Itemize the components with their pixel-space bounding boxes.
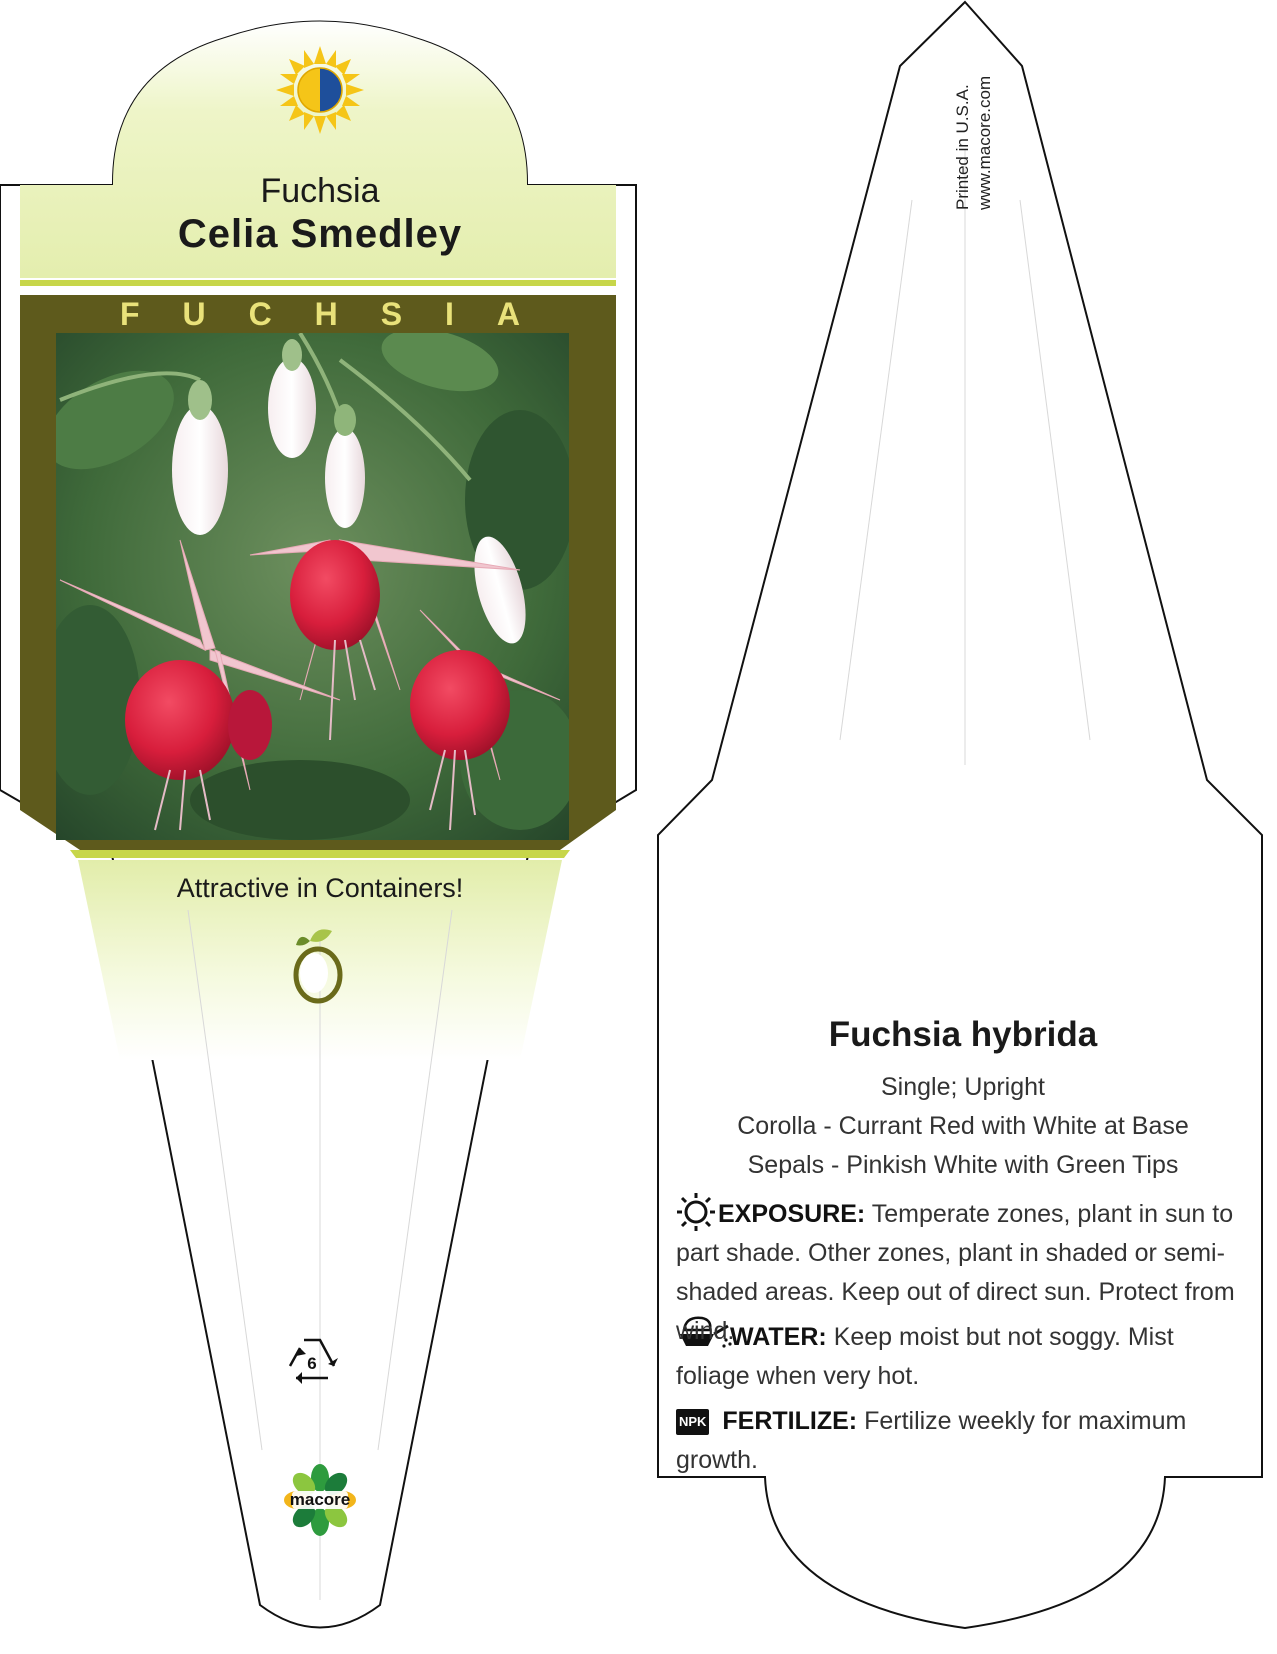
- banner-letter: U: [182, 296, 206, 332]
- water-label: WATER:: [730, 1323, 827, 1351]
- description-line: Sepals - Pinkish White with Green Tips: [747, 1151, 1179, 1179]
- sun-part-shade-icon: [276, 46, 364, 134]
- banner-letter: H: [314, 296, 338, 332]
- brand-name: macore: [289, 1490, 351, 1509]
- banner-letter: A: [496, 296, 520, 332]
- cultivar-name: Celia Smedley: [177, 212, 463, 256]
- corolla: [290, 540, 380, 650]
- banner-letter: S: [380, 296, 403, 332]
- corolla: [410, 650, 510, 760]
- genus-banner: [120, 296, 520, 333]
- npk-icon: NPK: [676, 1409, 709, 1435]
- description-line: Corolla - Currant Red with White at Base: [737, 1112, 1189, 1140]
- recycle-number: 6: [307, 1354, 317, 1373]
- tagline: Attractive in Containers!: [176, 873, 464, 903]
- fertilize-label: FERTILIZE:: [722, 1407, 858, 1435]
- fuchsia-photo: [29, 317, 580, 840]
- print-info: [952, 76, 996, 210]
- printed-in-text: Printed in U.S.A.: [953, 84, 972, 210]
- scientific-name: Fuchsia hybrida: [828, 1015, 1098, 1054]
- fertilize-section: [676, 1402, 1250, 1480]
- banner-letter: F: [120, 296, 140, 332]
- banner-letter: I: [444, 296, 454, 332]
- exposure-text: Temperate zones, plant in sun to part shade. Other zones, plant in shaded or semi-shaded areas. Keep out of direct sun. Protect from wind.: [676, 1200, 1235, 1345]
- corolla: [125, 660, 235, 780]
- common-name: Fuchsia: [260, 172, 380, 210]
- website-text: www.macore.com: [975, 75, 994, 210]
- description-line: Single; Upright: [881, 1073, 1045, 1101]
- exposure-label: EXPOSURE:: [718, 1200, 866, 1228]
- fertilize-text: Fertilize weekly for maximum growth.: [676, 1407, 1187, 1474]
- water-section: [676, 1318, 1250, 1396]
- description: [676, 1068, 1250, 1185]
- banner-letter: C: [248, 296, 272, 332]
- water-text: Keep moist but not soggy. Mist foliage when very hot.: [676, 1323, 1174, 1390]
